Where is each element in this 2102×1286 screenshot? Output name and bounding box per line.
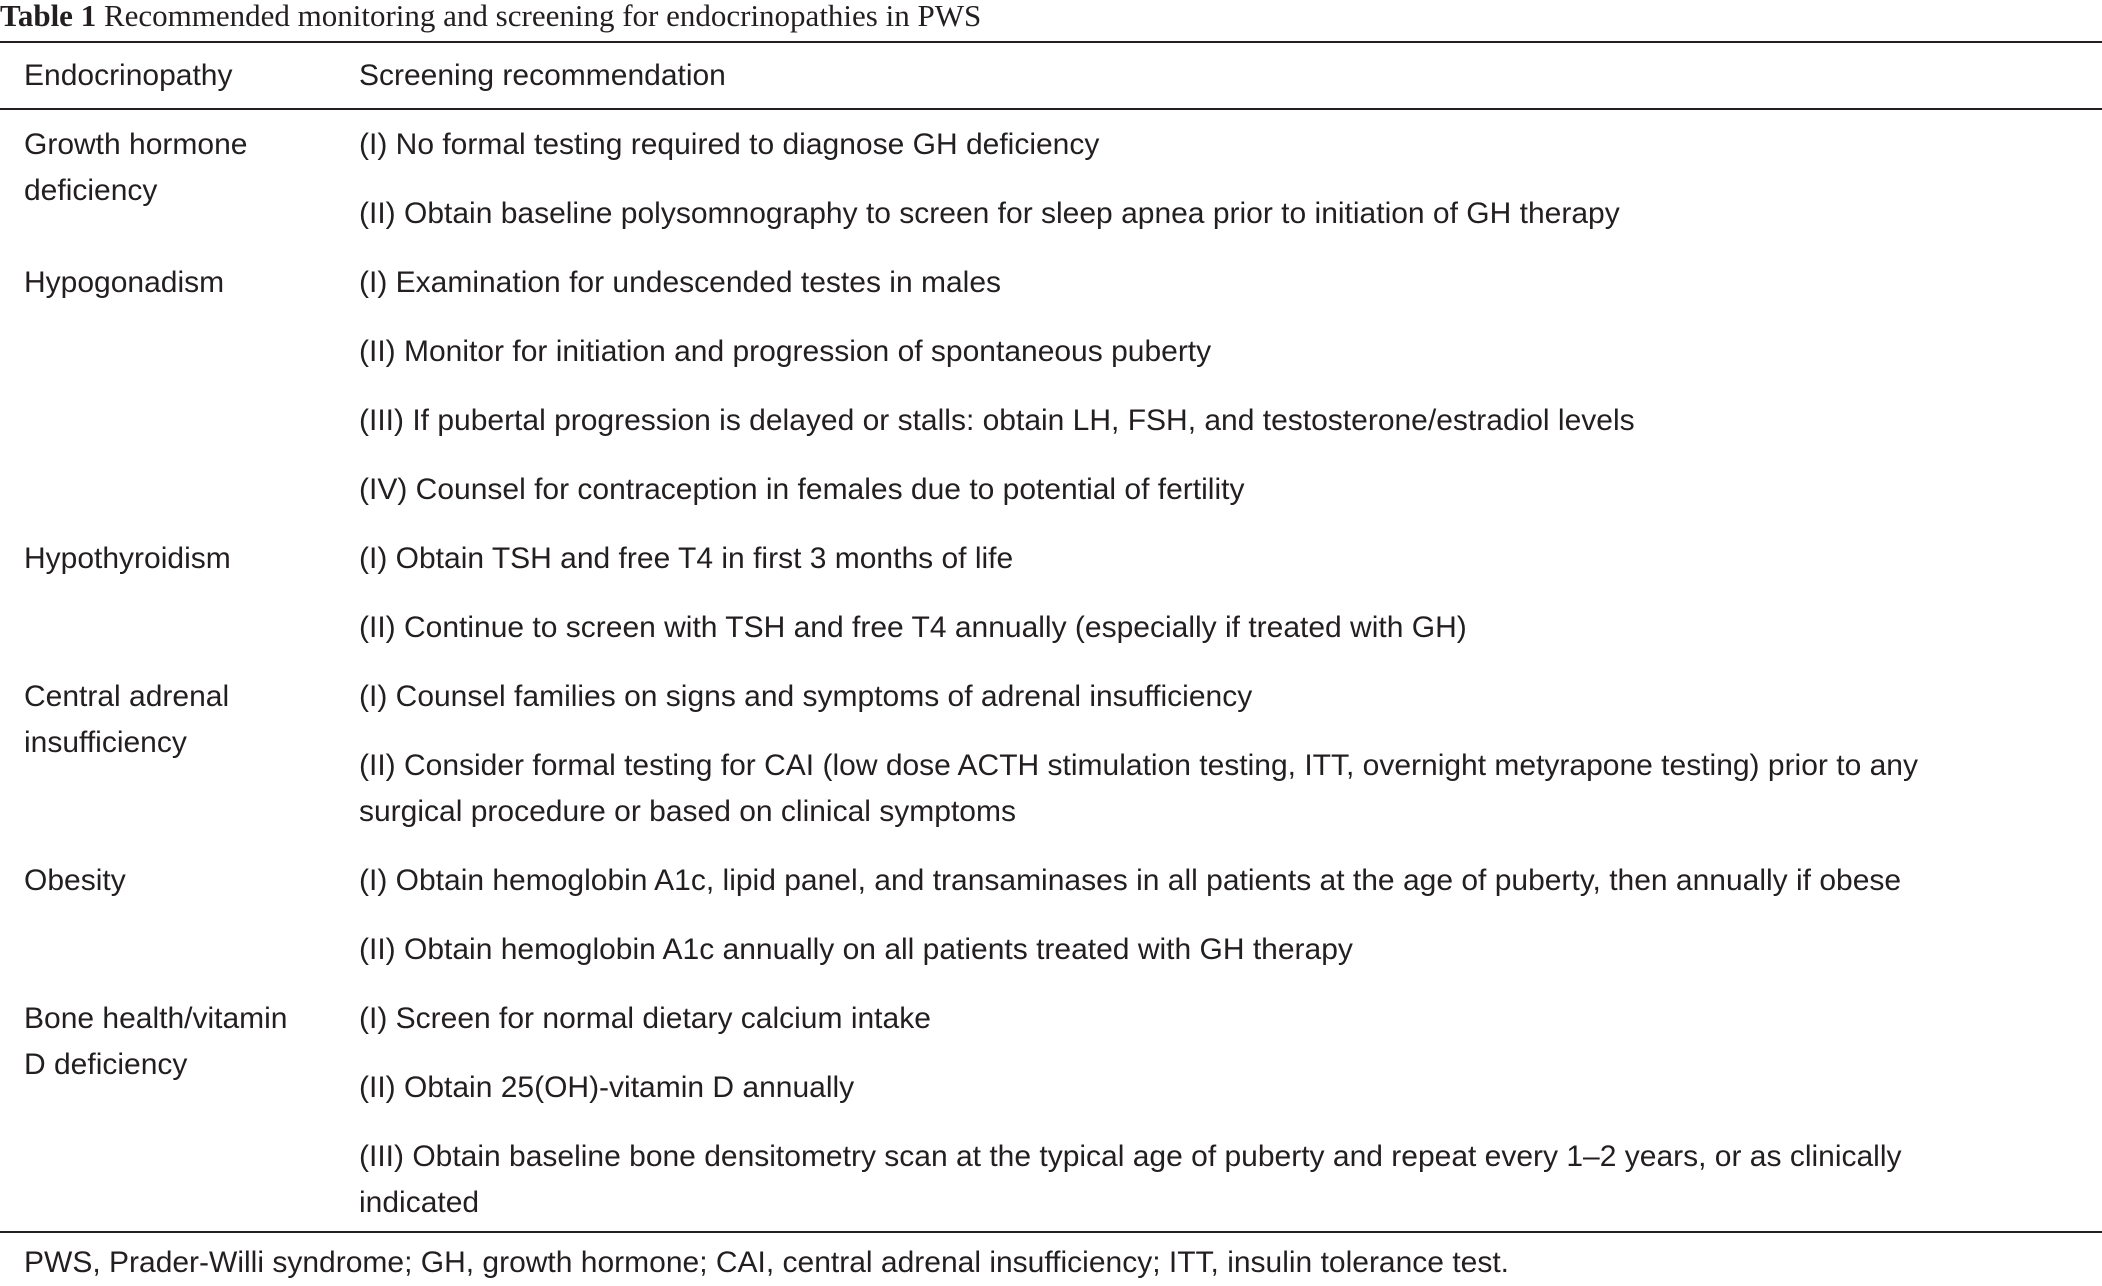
recommendation-line: (II) Consider formal testing for CAI (low dose ACTH stimulation testing, ITT, overnight metyrapone testing) prior to any — [359, 749, 1918, 782]
table-caption-text: Recommended monitoring and screening for endocrinopathies in PWS — [103, 0, 982, 33]
endocrinopathy-cell-line: deficiency — [24, 174, 158, 207]
recommendation-line: (II) Obtain 25(OH)-vitamin D annually — [359, 1071, 855, 1104]
recommendation-line: (I) Obtain TSH and free T4 in first 3 months of life — [359, 542, 1014, 575]
recommendation-line: (II) Monitor for initiation and progression of spontaneous puberty — [359, 335, 1212, 368]
endocrinopathy-cell-line: D deficiency — [24, 1048, 188, 1081]
table-bottom-rule — [0, 1231, 2102, 1233]
recommendation-line: (I) No formal testing required to diagnose GH deficiency — [359, 128, 1100, 161]
recommendation-line: (III) Obtain baseline bone densitometry scan at the typical age of puberty and repeat every 1–2 years, or as clinically — [359, 1140, 1902, 1173]
endocrinopathy-cell-line: insufficiency — [24, 726, 187, 759]
endocrinopathy-cell-line: Hypothyroidism — [24, 542, 231, 575]
endocrinopathy-cell-line: Growth hormone — [24, 128, 248, 161]
table-top-rule — [0, 41, 2102, 43]
recommendation-line: (I) Screen for normal dietary calcium intake — [359, 1002, 931, 1035]
recommendation-line: (IV) Counsel for contraception in females due to potential of fertility — [359, 473, 1245, 506]
header-endocrinopathy: Endocrinopathy — [24, 59, 233, 92]
recommendation-line: surgical procedure or based on clinical symptoms — [359, 795, 1016, 828]
endocrinopathy-cell-line: Central adrenal — [24, 680, 230, 713]
endocrinopathy-cell-line: Obesity — [24, 864, 126, 897]
recommendation-line: indicated — [359, 1186, 480, 1219]
header-screening-recommendation: Screening recommendation — [359, 59, 726, 92]
table-footnote: PWS, Prader-Willi syndrome; GH, growth hormone; CAI, central adrenal insufficiency; ITT, insulin tolerance test. — [24, 1246, 1510, 1279]
recommendation-line: (I) Counsel families on signs and symptoms of adrenal insufficiency — [359, 680, 1253, 713]
recommendation-line: (II) Obtain baseline polysomnography to screen for sleep apnea prior to initiation of GH therapy — [359, 197, 1620, 230]
recommendation-line: (II) Obtain hemoglobin A1c annually on all patients treated with GH therapy — [359, 933, 1353, 966]
recommendation-line: (II) Continue to screen with TSH and free T4 annually (especially if treated with GH) — [359, 611, 1467, 644]
recommendation-line: (I) Examination for undescended testes in males — [359, 266, 1001, 299]
table-header-rule — [0, 108, 2102, 110]
recommendation-line: (III) If pubertal progression is delayed or stalls: obtain LH, FSH, and testosterone/estradiol levels — [359, 404, 1635, 437]
endocrinopathy-cell-line: Bone health/vitamin — [24, 1002, 288, 1035]
endocrinopathy-cell-line: Hypogonadism — [24, 266, 225, 299]
table-caption-label: Table 1 — [0, 0, 97, 33]
table-caption — [0, 0, 981, 40]
recommendation-line: (I) Obtain hemoglobin A1c, lipid panel, and transaminases in all patients at the age of puberty, then annually if obese — [359, 864, 1902, 897]
